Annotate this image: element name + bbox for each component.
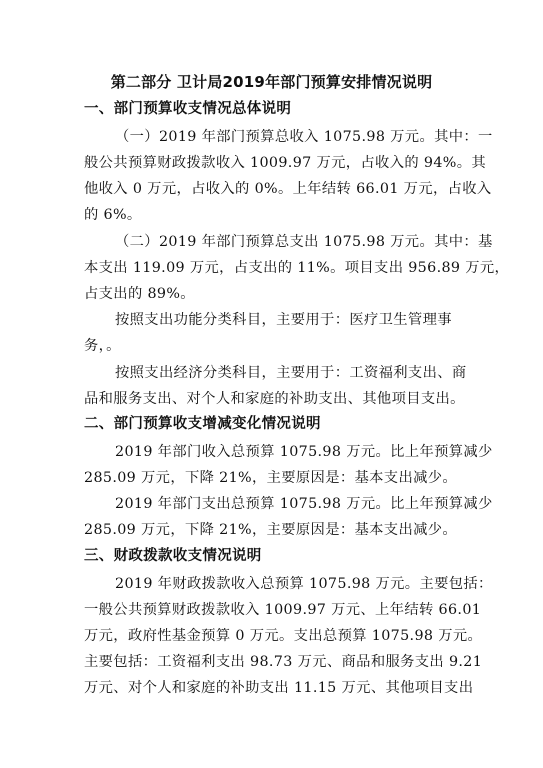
paragraph-line: 品和服务支出、对个人和家庭的补助支出、其他项目支出。 <box>84 391 465 407</box>
section-2-heading: 二、部门预算收支增减变化情况说明 <box>84 416 321 432</box>
document-title: 第二部分 卫计局2019年部门预算安排情况说明 <box>110 73 433 91</box>
paragraph-line: 主要包括：工资福利支出 98.73 万元、商品和服务支出 9.21 <box>84 654 483 670</box>
paragraph-line: 的 6%。 <box>84 207 142 223</box>
paragraph-line: （一）2019 年部门预算总收入 1075.98 万元。其中：一 <box>115 129 493 145</box>
paragraph-line: 他收入 0 万元，占收入的 0%。上年结转 66.01 万元，占收入 <box>84 181 492 197</box>
paragraph-line: 按照支出功能分类科目，主要用于：医疗卫生管理事 <box>115 312 452 328</box>
paragraph-line: （二）2019 年部门预算总支出 1075.98 万元。其中：基 <box>115 234 493 250</box>
paragraph-line: 般公共预算财政拨款收入 1009.97 万元，占收入的 94%。其 <box>84 155 487 171</box>
paragraph-line: 285.09 万元，下降 21%，主要原因是：基本支出减少。 <box>84 522 458 538</box>
paragraph-line: 2019 年部门收入总预算 1075.98 万元。比上年预算减少 <box>115 444 493 460</box>
paragraph-line: 2019 年财政拨款收入总预算 1075.98 万元。主要包括： <box>115 576 493 592</box>
paragraph-line: 占支出的 89%。 <box>84 286 195 302</box>
paragraph-line: 2019 年部门支出总预算 1075.98 万元。比上年预算减少 <box>115 496 493 512</box>
section-3-heading: 三、财政拨款收支情况说明 <box>84 548 262 564</box>
paragraph-line: 万元，政府性基金预算 0 万元。支出总预算 1075.98 万元。 <box>84 628 483 644</box>
paragraph-line: 本支出 119.09 万元，占支出的 11%。项目支出 956.89 万元， <box>84 260 510 276</box>
paragraph-line: 285.09 万元，下降 21%，主要原因是：基本支出减少。 <box>84 470 458 486</box>
paragraph-line: 万元、对个人和家庭的补助支出 11.15 万元、其他项目支出 <box>84 680 474 696</box>
paragraph-line: 一般公共预算财政拨款收入 1009.97 万元、上年结转 66.01 <box>84 602 482 618</box>
paragraph-line: 务，。 <box>84 338 121 354</box>
paragraph-line: 按照支出经济分类科目，主要用于：工资福利支出、商 <box>115 365 467 381</box>
section-1-heading: 一、部门预算收支情况总体说明 <box>84 101 292 117</box>
